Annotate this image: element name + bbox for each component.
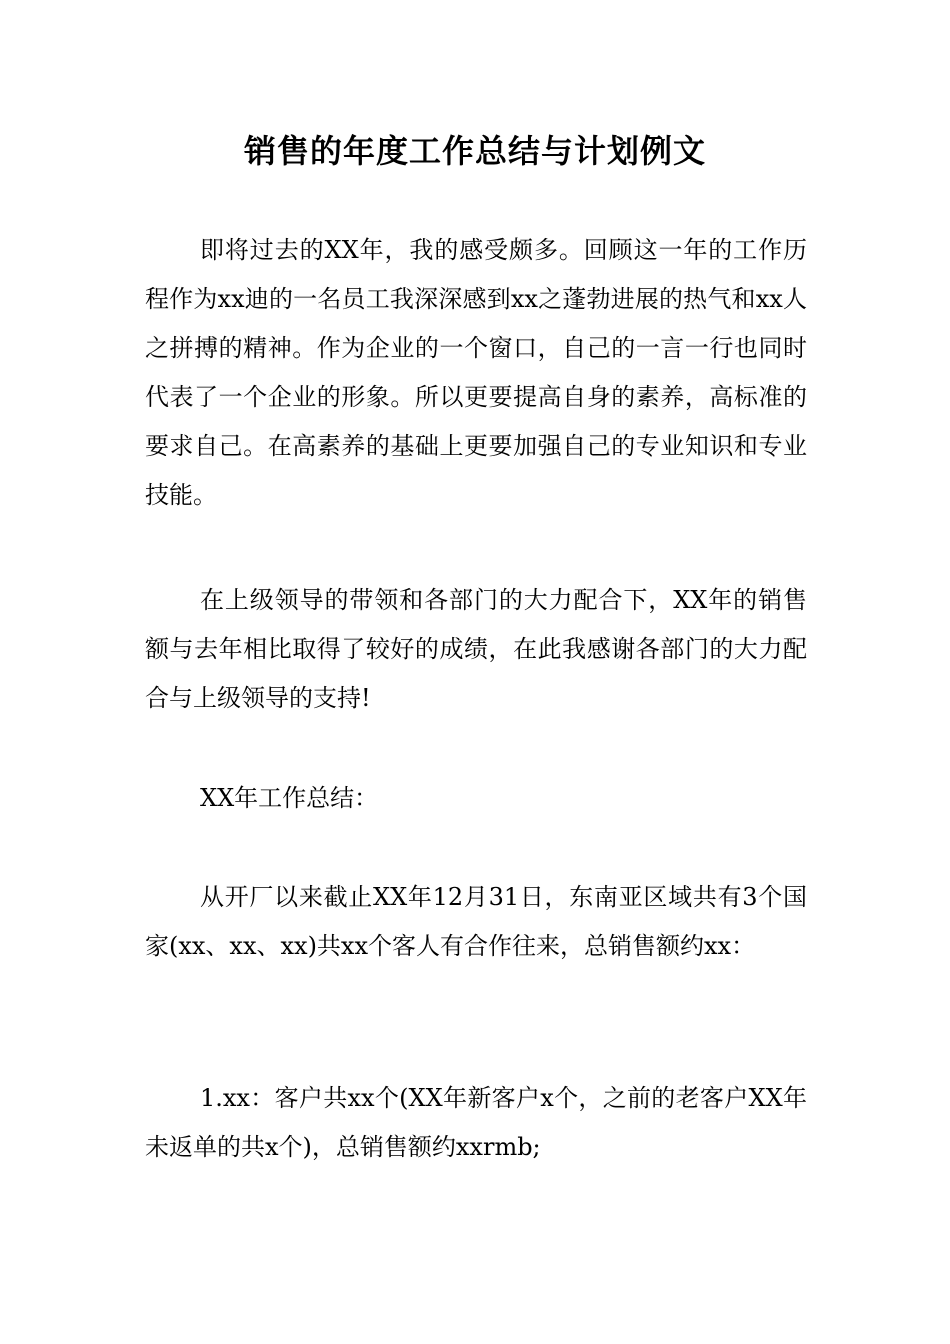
list-item-1: 1.xx：客户共xx个(XX年新客户x个，之前的老客户XX年未返单的共x个)，总销售额约xxrmb; (145, 1084, 807, 1161)
paragraph-intro: 即将过去的XX年，我的感受颇多。回顾这一年的工作历程作为xx迪的一名员工我深深感到xx之蓬勃进展的热气和xx人之拼搏的精神。作为企业的一个窗口，自己的一言一行也同时代表了一个企业的形象。所以更要提高自身的素养，高标准的要求自己。在高素养的基础上更要加强自己的专业知识和专业技能。 (145, 236, 807, 509)
section-heading-summary: XX年工作总结： (200, 784, 379, 812)
document-title: 销售的年度工作总结与计划例文 (243, 132, 706, 170)
paragraph-sales-overview: 从开厂以来截止XX年12月31日，东南亚区域共有3个国家(xx、xx、xx)共xx个客人有合作往来，总销售额约xx： (145, 883, 807, 960)
paragraph-thanks: 在上级领导的带领和各部门的大力配合下，XX年的销售额与去年相比取得了较好的成绩，在此我感谢各部门的大力配合与上级领导的支持! (145, 586, 807, 712)
